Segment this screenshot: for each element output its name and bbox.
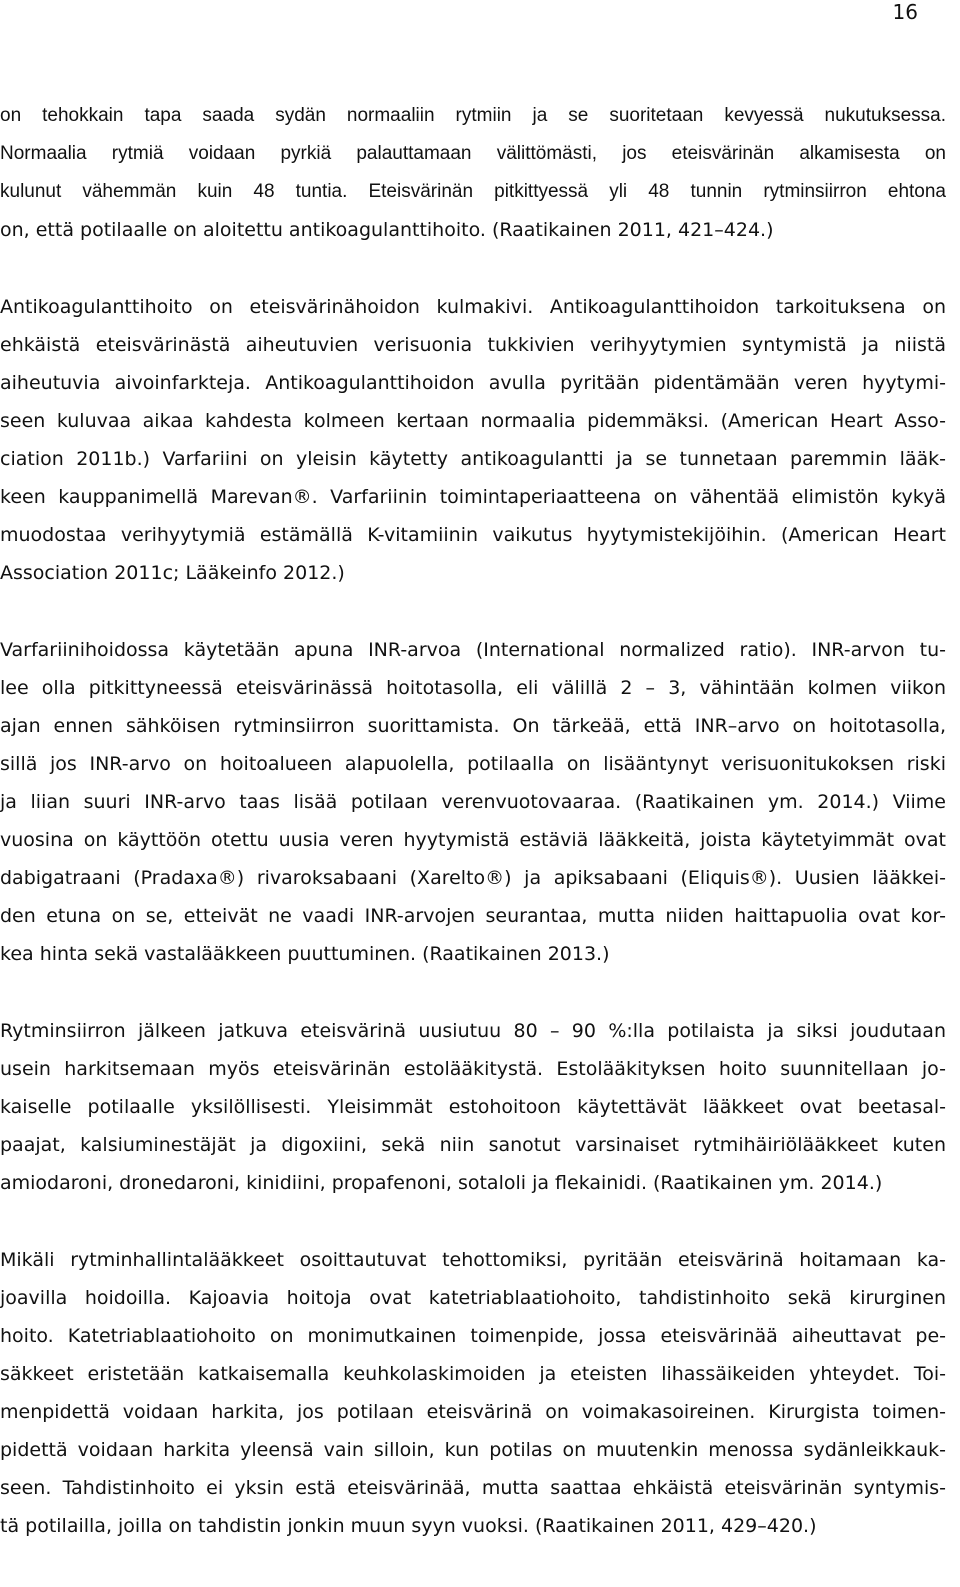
text-line: ciation 2011b.) Varfariini on yleisin käytetty antikoagulantti ja se tunnetaan paremmin lääk- bbox=[0, 448, 946, 470]
text-line: sillä jos INR-arvo on hoitoalueen alapuolella, potilaalla on lisääntynyt verisuonitukoksen riski bbox=[0, 753, 946, 775]
text-line: keen kauppanimellä Marevan®. Varfariinin toimintaperiaatteena on vähentää elimistön kykyä bbox=[0, 486, 946, 508]
text-line: Mikäli rytminhallintalääkkeet osoittautuvat tehottomiksi, pyritään eteisvärinä hoitamaan ka- bbox=[0, 1249, 946, 1271]
text-line: hoito. Katetriablaatiohoito on monimutkainen toimenpide, jossa eteisvärinää aiheuttavat pe- bbox=[0, 1325, 946, 1347]
text-line: tä potilailla, joilla on tahdistin jonkin muun syyn vuoksi. (Raatikainen 2011, 429–420.) bbox=[0, 1515, 817, 1537]
text-line: Association 2011c; Lääkeinfo 2012.) bbox=[0, 562, 345, 584]
paragraph bbox=[0, 1012, 946, 1202]
text-line: lee olla pitkittyneessä eteisvärinässä hoitotasolla, eli välillä 2 – 3, vähintään kolmen viikon bbox=[0, 677, 946, 699]
text-line: Rytminsiirron jälkeen jatkuva eteisvärinä uusiutuu 80 – 90 %:lla potilaista ja siksi joudutaan bbox=[0, 1020, 946, 1042]
text-line: säkkeet eristetään katkaisemalla keuhkolaskimoiden ja eteisten lihassäikeiden yhteydet. Toi- bbox=[0, 1363, 946, 1385]
text-line: usein harkitsemaan myös eteisvärinän estolääkitystä. Estolääkityksen hoito suunnitellaan jo- bbox=[0, 1058, 946, 1080]
text-line: kaiselle potilaalle yksilöllisesti. Yleisimmät estohoitoon käytettävät lääkkeet ovat beetasal- bbox=[0, 1096, 946, 1118]
paragraph bbox=[0, 1241, 946, 1545]
text-line: seen. Tahdistinhoito ei yksin estä eteisvärinää, mutta saattaa ehkäistä eteisvärinän syntymis- bbox=[0, 1477, 946, 1499]
text-line: ajan ennen sähköisen rytminsiirron suorittamista. On tärkeää, että INR–arvo on hoitotasolla, bbox=[0, 715, 946, 737]
page-number: 16 bbox=[892, 0, 918, 24]
text-line: menpidettä voidaan harkita, jos potilaan eteisvärinä on voimakasoireinen. Kirurgista toimen- bbox=[0, 1401, 946, 1423]
text-line: Antikoagulanttihoito on eteisvärinähoidon kulmakivi. Antikoagulanttihoidon tarkoituksena on bbox=[0, 296, 946, 318]
text-line: den etuna on se, etteivät ne vaadi INR-arvojen seurantaa, mutta niiden haittapuolia ovat kor- bbox=[0, 905, 946, 927]
text-line: dabigatraani (Pradaxa®) rivaroksabaani (Xarelto®) ja apiksabaani (Eliquis®). Uusien lääkkei- bbox=[0, 867, 946, 889]
text-line: kulunut vähemmän kuin 48 tuntia. Eteisvärinän pitkittyessä yli 48 tunnin rytminsiirron ehtona bbox=[0, 181, 946, 202]
text-line: Normaalia rytmiä voidaan pyrkiä palauttamaan välittömästi, jos eteisvärinän alkamisesta on bbox=[0, 143, 946, 164]
paragraph bbox=[0, 631, 946, 973]
text-line: paajat, kalsiuminestäjät ja digoxiini, sekä niin sanotut varsinaiset rytmihäiriölääkkeet kuten bbox=[0, 1134, 946, 1156]
text-line: joavilla hoidoilla. Kajoavia hoitoja ovat katetriablaatiohoito, tahdistinhoito sekä kirurginen bbox=[0, 1287, 946, 1309]
paragraph bbox=[0, 97, 946, 249]
text-line: amiodaroni, dronedaroni, kinidiini, propafenoni, sotaloli ja flekainidi. (Raatikainen ym. 2014.) bbox=[0, 1172, 883, 1194]
text-line: Varfariinihoidossa käytetään apuna INR-arvoa (International normalized ratio). INR-arvon tu- bbox=[0, 639, 946, 661]
text-line: pidettä voidaan harkita yleensä vain silloin, kun potilas on muutenkin menossa sydänleikkauk- bbox=[0, 1439, 946, 1461]
document-body bbox=[0, 97, 946, 1584]
text-line: seen kuluvaa aikaa kahdesta kolmeen kertaan normaalia pidemmäksi. (American Heart Asso- bbox=[0, 410, 946, 432]
text-line: kea hinta sekä vastalääkkeen puuttuminen. (Raatikainen 2013.) bbox=[0, 943, 610, 965]
text-line: on, että potilaalle on aloitettu antikoagulanttihoito. (Raatikainen 2011, 421–424.) bbox=[0, 219, 774, 241]
text-line: ehkäistä eteisvärinästä aiheutuvien verisuonia tukkivien verihyytymien syntymistä ja niistä bbox=[0, 334, 946, 356]
text-line: vuosina on käyttöön otettu uusia veren hyytymistä estäviä lääkkeitä, joista käytetyimmät ovat bbox=[0, 829, 946, 851]
text-line: on tehokkain tapa saada sydän normaaliin rytmiin ja se suoritetaan kevyessä nukutuksessa. bbox=[0, 105, 946, 126]
text-line: aiheutuvia aivoinfarkteja. Antikoagulanttihoidon avulla pyritään pidentämään veren hyytymi- bbox=[0, 372, 946, 394]
text-line: muodostaa verihyytymiä estämällä K-vitamiinin vaikutus hyytymistekijöihin. (American Heart bbox=[0, 524, 946, 546]
text-line: ja liian suuri INR-arvo taas lisää potilaan verenvuotovaaraa. (Raatikainen ym. 2014.) Viime bbox=[0, 791, 946, 813]
paragraph bbox=[0, 288, 946, 592]
